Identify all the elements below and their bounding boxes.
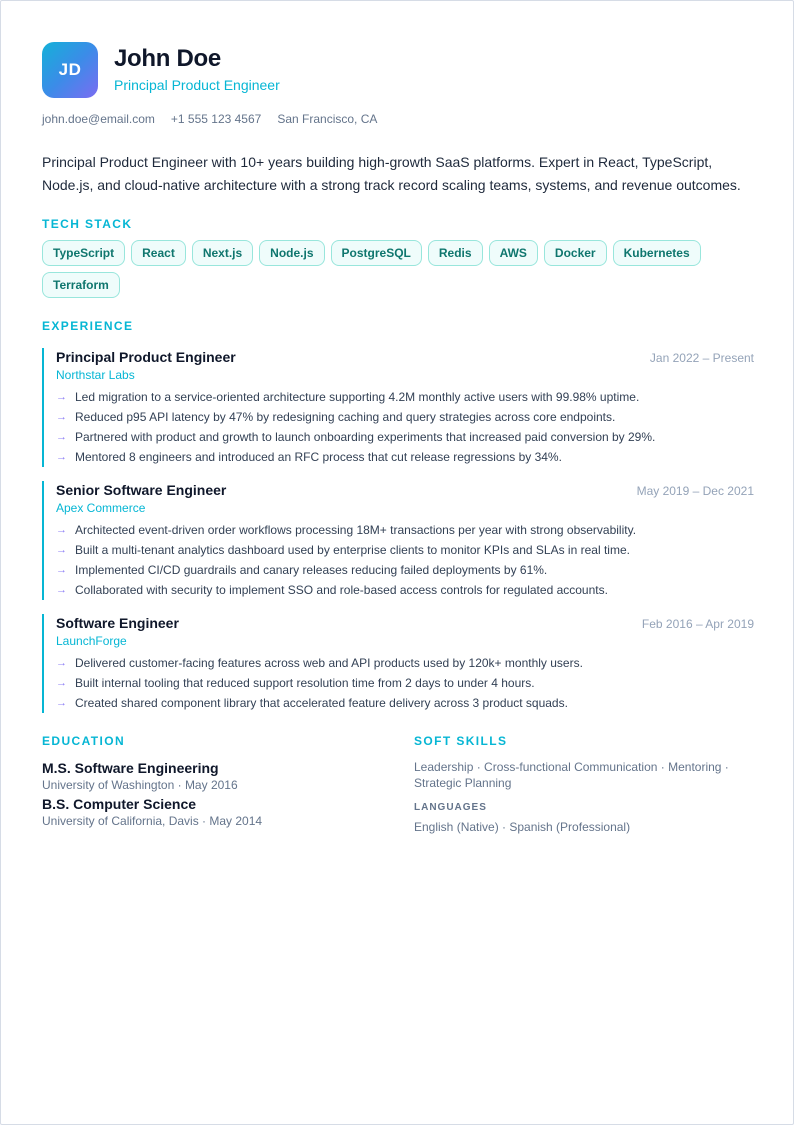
bullet-text: Implemented CI/CD guardrails and canary releases reducing failed deployments by 61%. xyxy=(75,563,548,577)
job-dates: May 2019 – Dec 2021 xyxy=(636,484,754,498)
languages-list: English (Native) · Spanish (Professional) xyxy=(414,820,631,834)
contact-email[interactable]: john.doe@email.com xyxy=(42,112,155,126)
name-block xyxy=(114,45,280,95)
job-bullet xyxy=(56,387,754,407)
job-bullet xyxy=(56,673,754,693)
resume-content xyxy=(42,42,754,835)
section-title-soft-skills: SOFT SKILLS xyxy=(414,734,508,748)
bullet-text: Delivered customer-facing features across web and API products used by 120k+ monthly users. xyxy=(75,656,583,670)
arrow-right-icon: → xyxy=(56,451,67,463)
school: University of California, Davis · May 2014 xyxy=(42,814,263,828)
job-company: LaunchForge xyxy=(56,634,127,648)
job-bullet xyxy=(56,407,754,427)
job-entry xyxy=(42,348,754,467)
contact-phone[interactable]: +1 555 123 4567 xyxy=(170,112,262,126)
tech-chip: Redis xyxy=(428,240,483,266)
job-bullet xyxy=(56,653,754,673)
languages-title: LANGUAGES xyxy=(414,802,487,813)
summary: Principal Product Engineer with 10+ years building high-growth SaaS platforms. Expert in React, TypeScript, Node.js, and cloud-native architecture with a strong track record scaling teams, systems, and revenue outcomes. xyxy=(42,154,741,193)
section-title-experience: EXPERIENCE xyxy=(42,319,134,333)
tech-chip: PostgreSQL xyxy=(331,240,422,266)
section-title-education: EDUCATION xyxy=(42,734,126,748)
arrow-right-icon: → xyxy=(56,657,67,669)
arrow-right-icon: → xyxy=(56,431,67,443)
job-entry xyxy=(42,614,754,713)
arrow-right-icon: → xyxy=(56,411,67,423)
arrow-right-icon: → xyxy=(56,564,67,576)
arrow-right-icon: → xyxy=(56,524,67,536)
bullet-text: Built a multi-tenant analytics dashboard used by enterprise clients to monitor KPIs and SLAs in real time. xyxy=(75,543,630,557)
soft-skills-section xyxy=(414,733,754,835)
bullet-text: Built internal tooling that reduced support resolution time from 2 days to under 4 hours. xyxy=(75,676,535,690)
bullet-text: Collaborated with security to implement SSO and role-based access controls for regulated accounts. xyxy=(75,583,608,597)
job-bullet xyxy=(56,560,754,580)
bullet-text: Reduced p95 API latency by 47% by redesigning caching and query strategies across core endpoints. xyxy=(75,410,616,424)
job-bullet xyxy=(56,520,754,540)
job-bullet xyxy=(56,580,754,600)
soft-skills-list: Leadership · Cross-functional Communication · Mentoring · Strategic Planning xyxy=(414,760,729,790)
contact-location: San Francisco, CA xyxy=(277,112,378,126)
bullet-text: Partnered with product and growth to launch onboarding experiments that increased paid conversion by 29%. xyxy=(75,430,656,444)
job-dates: Feb 2016 – Apr 2019 xyxy=(641,617,754,631)
person-title: Principal Product Engineer xyxy=(114,76,280,93)
tech-chip: Docker xyxy=(544,240,607,266)
degree: M.S. Software Engineering xyxy=(42,760,219,776)
job-title: Software Engineer xyxy=(56,615,179,631)
tech-stack-section xyxy=(42,216,754,298)
job-header xyxy=(56,481,754,499)
job-title: Principal Product Engineer xyxy=(56,349,236,365)
job-bullets xyxy=(56,520,754,600)
job-company: Apex Commerce xyxy=(56,501,146,515)
job-bullets xyxy=(56,387,754,467)
tech-chips xyxy=(42,240,742,298)
job-dates: Jan 2022 – Present xyxy=(649,351,754,365)
avatar: JD xyxy=(42,42,98,98)
arrow-right-icon: → xyxy=(56,697,67,709)
arrow-right-icon: → xyxy=(56,391,67,403)
bottom-columns xyxy=(42,733,754,835)
job-bullet xyxy=(56,540,754,560)
job-header xyxy=(56,614,754,632)
tech-chip: AWS xyxy=(489,240,538,266)
arrow-right-icon: → xyxy=(56,677,67,689)
job-bullet xyxy=(56,693,754,713)
job-title: Senior Software Engineer xyxy=(56,482,227,498)
arrow-right-icon: → xyxy=(56,584,67,596)
job-company: Northstar Labs xyxy=(56,368,135,382)
person-name: John Doe xyxy=(114,44,221,72)
job-bullet xyxy=(56,427,754,447)
bullet-text: Led migration to a service-oriented architecture supporting 4.2M monthly active users with 99.98% uptime. xyxy=(75,390,640,404)
tech-chip: Next.js xyxy=(192,240,253,266)
job-bullets xyxy=(56,653,754,713)
contact-row xyxy=(42,111,754,127)
job-entry xyxy=(42,481,754,600)
experience-section xyxy=(42,318,754,713)
school: University of Washington · May 2016 xyxy=(42,778,238,792)
job-bullet xyxy=(56,447,754,467)
tech-chip: Node.js xyxy=(259,240,324,266)
bullet-text: Architected event-driven order workflows processing 18M+ transactions per year with strong observability. xyxy=(75,523,637,537)
tech-chip: Terraform xyxy=(42,272,120,298)
section-title-tech-stack: TECH STACK xyxy=(42,217,133,231)
arrow-right-icon: → xyxy=(56,544,67,556)
tech-chip: Kubernetes xyxy=(613,240,701,266)
degree: B.S. Computer Science xyxy=(42,796,197,812)
resume-header xyxy=(42,42,754,97)
tech-chip: TypeScript xyxy=(42,240,125,266)
job-header xyxy=(56,348,754,366)
education-section xyxy=(42,733,414,835)
tech-chip: React xyxy=(131,240,186,266)
bullet-text: Created shared component library that accelerated feature delivery across 3 product squads. xyxy=(75,696,568,710)
bullet-text: Mentored 8 engineers and introduced an RFC process that cut release regressions by 34%. xyxy=(75,450,562,464)
